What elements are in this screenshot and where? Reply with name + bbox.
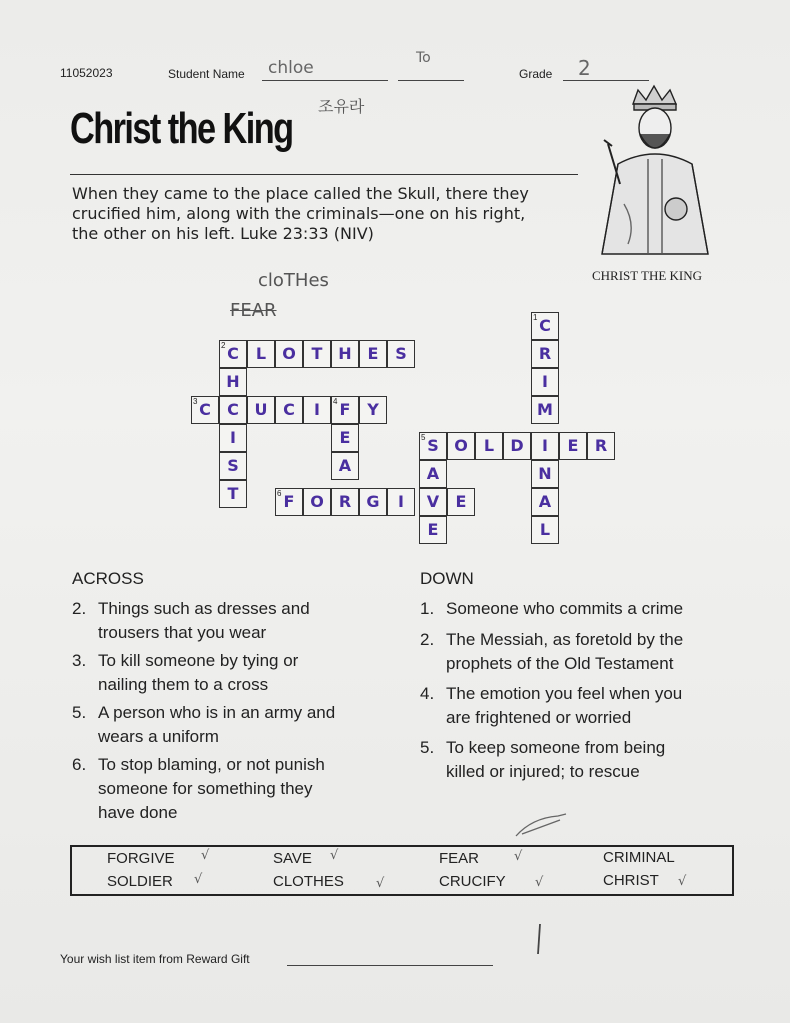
grid-cell[interactable]: E: [447, 488, 475, 516]
handwritten-clothes-note: cloTHes: [258, 270, 329, 291]
to-handwriting: To: [416, 50, 431, 66]
grid-cell[interactable]: L: [531, 516, 559, 544]
grid-cell[interactable]: T: [219, 480, 247, 508]
grid-cell[interactable]: S: [387, 340, 415, 368]
student-name-label: Student Name: [168, 67, 245, 81]
grid-cell[interactable]: F: [331, 396, 359, 424]
word-bank-fear: FEAR: [439, 850, 480, 867]
check-mark-icon: √: [194, 872, 203, 887]
handwritten-fear-note: FEAR: [230, 300, 277, 321]
word-bank-christ: CHRIST: [603, 872, 659, 889]
grid-cell[interactable]: S: [419, 432, 447, 460]
grid-cell[interactable]: F: [275, 488, 303, 516]
pen-scribble: [512, 810, 572, 840]
grid-cell[interactable]: C: [275, 396, 303, 424]
grid-cell[interactable]: C: [219, 340, 247, 368]
grid-cell[interactable]: C: [531, 312, 559, 340]
clue-number: 5: [421, 433, 426, 442]
down-clue-2: [420, 628, 740, 676]
down-clue-5: [420, 736, 740, 784]
grid-cell[interactable]: D: [503, 432, 531, 460]
clue-line: nailing them to a cross: [98, 675, 269, 694]
down-clue-1: [420, 597, 740, 621]
check-mark-icon: √: [514, 849, 523, 864]
grid-cell[interactable]: C: [219, 396, 247, 424]
grid-cell[interactable]: G: [359, 488, 387, 516]
grid-cell[interactable]: O: [447, 432, 475, 460]
across-clue-3: [72, 649, 392, 697]
bible-verse: [72, 184, 529, 244]
clue-number: 4: [333, 397, 338, 406]
clue-number: 2: [221, 341, 226, 350]
grid-cell[interactable]: Y: [359, 396, 387, 424]
across-clue-2: [72, 597, 392, 645]
grid-cell[interactable]: A: [419, 460, 447, 488]
across-heading: ACROSS: [72, 569, 144, 588]
korean-name-handwriting: 조유라: [318, 97, 365, 116]
clue-line: wears a uniform: [98, 727, 219, 746]
student-name-line[interactable]: [262, 80, 388, 81]
grid-cell[interactable]: R: [331, 488, 359, 516]
clue-number: 3: [193, 397, 198, 406]
christ-the-king-illustration: [588, 84, 728, 259]
check-mark-icon: √: [330, 848, 339, 863]
grid-cell[interactable]: M: [531, 396, 559, 424]
across-clue-6: [72, 753, 392, 825]
image-caption: CHRIST THE KING: [592, 268, 703, 283]
grade-label: Grade: [519, 67, 553, 81]
verse-line: When they came to the place called the Skull, there they: [72, 184, 529, 203]
clue-number: 6: [277, 489, 282, 498]
grid-cell[interactable]: I: [303, 396, 331, 424]
grid-cell[interactable]: O: [275, 340, 303, 368]
grid-cell[interactable]: N: [531, 460, 559, 488]
pen-mark: [530, 920, 550, 960]
grid-cell[interactable]: E: [419, 516, 447, 544]
wish-list-label: Your wish list item from Reward Gift: [60, 952, 250, 966]
word-bank-forgive: FORGIVE: [107, 850, 175, 867]
grid-cell[interactable]: U: [247, 396, 275, 424]
check-mark-icon: √: [535, 875, 544, 890]
grid-cell[interactable]: A: [531, 488, 559, 516]
clue-num: 3.: [72, 651, 87, 670]
grid-cell[interactable]: L: [247, 340, 275, 368]
grid-cell[interactable]: H: [219, 368, 247, 396]
clue-num: 1.: [420, 599, 435, 618]
clue-num: 5.: [420, 738, 435, 757]
clue-number: 1: [533, 313, 538, 322]
grid-cell[interactable]: E: [559, 432, 587, 460]
clue-num: 2.: [72, 599, 87, 618]
clue-line: To kill someone by tying or: [98, 651, 299, 670]
grid-cell[interactable]: O: [303, 488, 331, 516]
verse-line: crucified him, along with the criminals—one on his right,: [72, 204, 526, 223]
clue-line: To keep someone from being: [446, 738, 666, 757]
check-mark-icon: √: [678, 874, 687, 889]
grade-line[interactable]: [563, 80, 649, 81]
word-bank-clothes: CLOTHES: [273, 873, 344, 890]
clue-line: have done: [98, 803, 178, 822]
grid-cell[interactable]: V: [419, 488, 447, 516]
grid-cell[interactable]: T: [303, 340, 331, 368]
check-mark-icon: √: [376, 876, 385, 891]
clue-num: 2.: [420, 630, 435, 649]
word-bank-save: SAVE: [273, 850, 312, 867]
grid-cell[interactable]: R: [587, 432, 615, 460]
grid-cell[interactable]: I: [531, 368, 559, 396]
clue-line: The Messiah, as foretold by the: [446, 630, 684, 649]
check-mark-icon: √: [201, 848, 210, 863]
grid-cell[interactable]: R: [531, 340, 559, 368]
clue-line: trousers that you wear: [98, 623, 267, 642]
clue-line: To stop blaming, or not punish: [98, 755, 325, 774]
worksheet-code: 11052023: [60, 66, 113, 80]
clue-line: Someone who commits a crime: [446, 599, 684, 618]
page-title: Christ the King: [70, 104, 293, 153]
wish-list-line[interactable]: [287, 965, 493, 966]
word-bank-crucify: CRUCIFY: [439, 873, 506, 890]
across-clue-5: [72, 701, 392, 749]
word-bank-criminal: CRIMINAL: [603, 849, 675, 866]
grid-cell[interactable]: E: [331, 424, 359, 452]
clue-line: A person who is in an army and: [98, 703, 336, 722]
clue-line: The emotion you feel when you: [446, 684, 683, 703]
verse-line: the other on his left. Luke 23:33 (NIV): [72, 224, 374, 243]
word-bank-soldier: SOLDIER: [107, 873, 173, 890]
clue-line: Things such as dresses and: [98, 599, 310, 618]
second-name-line[interactable]: [398, 80, 464, 81]
clue-num: 5.: [72, 703, 87, 722]
down-clues: [420, 597, 740, 784]
grid-cell[interactable]: C: [191, 396, 219, 424]
grid-cell[interactable]: I: [387, 488, 415, 516]
grid-cell[interactable]: I: [219, 424, 247, 452]
grade-handwriting: 2: [578, 56, 591, 80]
clue-line: someone for something they: [98, 779, 313, 798]
grid-cell[interactable]: E: [359, 340, 387, 368]
student-name-handwriting: chloe: [268, 58, 314, 78]
grid-cell[interactable]: L: [475, 432, 503, 460]
title-rule: [70, 174, 578, 175]
clue-line: prophets of the Old Testament: [446, 654, 674, 673]
grid-cell[interactable]: H: [331, 340, 359, 368]
clue-num: 6.: [72, 755, 87, 774]
across-clues: [72, 597, 392, 825]
clue-line: killed or injured; to rescue: [446, 762, 640, 781]
grid-cell[interactable]: I: [531, 432, 559, 460]
down-clue-4: [420, 682, 740, 730]
grid-cell[interactable]: A: [331, 452, 359, 480]
clue-line: are frightened or worried: [446, 708, 632, 727]
grid-cell[interactable]: S: [219, 452, 247, 480]
down-heading: DOWN: [420, 569, 474, 588]
clue-num: 4.: [420, 684, 435, 703]
